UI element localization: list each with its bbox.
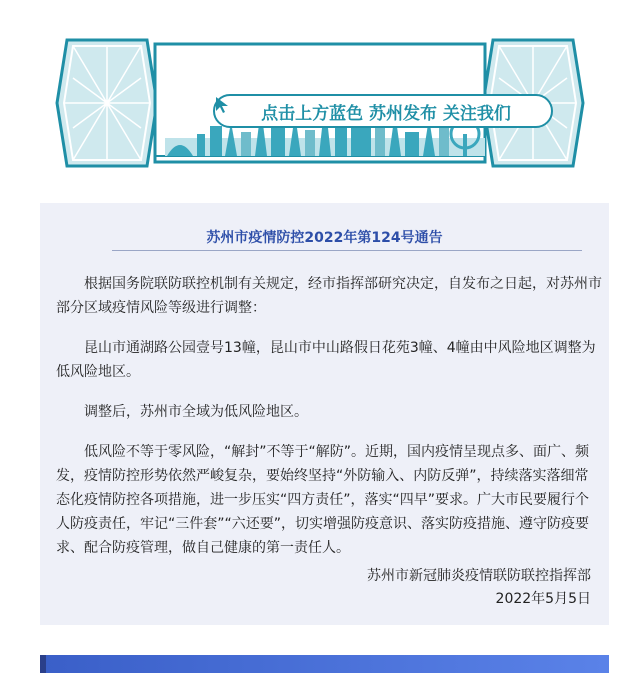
banner-text: 点击上方蓝色 苏州发布 关注我们 [261,103,511,124]
signature-org: 苏州市新冠肺炎疫情联防联控指挥部 [367,568,591,584]
left-deco-panel [57,40,157,166]
notice-title: 苏州市疫情防控2022年第124号通告 [206,230,443,246]
bar-accent [40,655,46,673]
follow-us-banner-button[interactable] [213,94,553,128]
notice-card [40,203,609,625]
notice-paragraph: 低风险不等于零风险，“解封”不等于“解防”。近期，国内疫情呈现点多、面广、频发，疫情防控形势依然严峻复杂，要始终坚持“外防输入、内防反弹”，持续落实落细常态化疫情防控各项措施，进一步压实“四方责任”，落实“四早”要求。广大市民要履行个人防疫责任，牢记“三件套”“六还要”，切实增强防疫意识、落实防疫措施、遵守防疫要求、配合防疫管理，做自己健康的第一责任人。 [56,444,590,556]
notice-paragraph: 昆山市通湖路公园壹号13幢，昆山市中山路假日花苑3幢、4幢由中风险地区调整为低风险地区。 [56,340,596,380]
next-section-bar [40,655,609,673]
signature-date: 2022年5月5日 [495,591,591,607]
header-banner [55,38,585,168]
notice-paragraph: 根据国务院联防联控机制有关规定，经市指挥部研究决定，自发布之日起，对苏州市部分区域疫情风险等级进行调整： [56,276,602,316]
title-divider [112,250,582,251]
notice-paragraph: 调整后，苏州市全域为低风险地区。 [84,404,308,420]
